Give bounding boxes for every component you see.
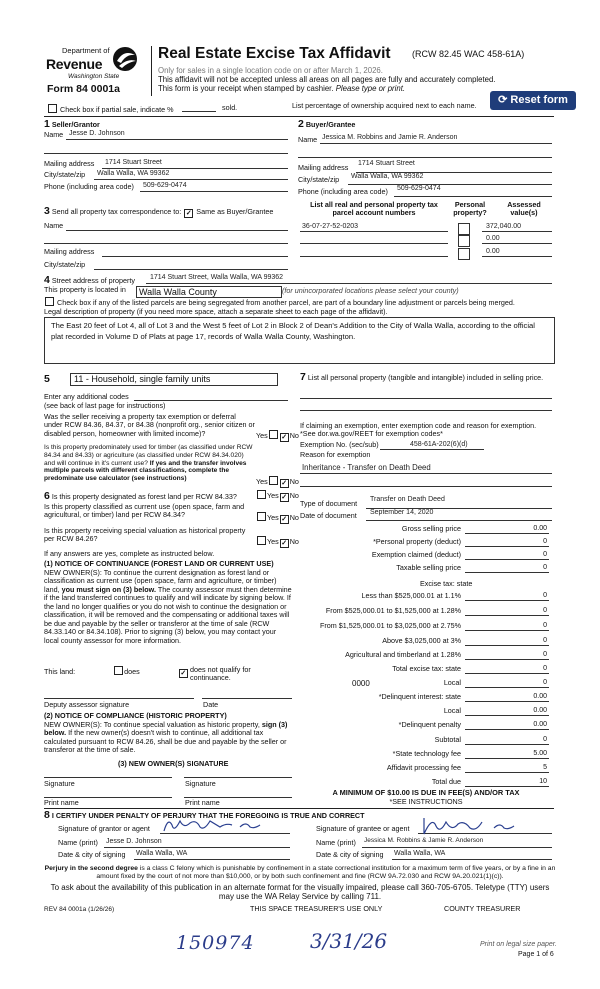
seller-name-field[interactable] bbox=[66, 139, 288, 140]
pct-ownership-note: List percentage of ownership acquired next to each name. bbox=[292, 101, 477, 110]
sec5-q2b: If yes and the transfer involves multiple parcels with different classifications, complete the predominate use calculator (see instructions) bbox=[44, 459, 247, 483]
owner-print-label-2: Print name bbox=[185, 798, 220, 807]
perjury-notice bbox=[36, 865, 564, 881]
notice-compliance-head: (2) NOTICE OF COMPLIANCE (HISTORIC PROPERTY) bbox=[44, 711, 227, 720]
calc-local-value: 0 bbox=[543, 678, 547, 686]
calc-tech-fee bbox=[300, 748, 553, 760]
street-address-label: 4 Street address of property bbox=[44, 274, 135, 286]
personal-property-checkbox-2[interactable] bbox=[458, 235, 470, 247]
county-treasurer: COUNTY TREASURER bbox=[444, 904, 521, 913]
logo-swirl-icon bbox=[110, 45, 140, 73]
sec6-q3: Is this property receiving special valuation as historical property per RCW 84.26? bbox=[44, 526, 246, 544]
addl-codes-label: Enter any additional codes bbox=[44, 392, 129, 401]
grantee-signature-scribble bbox=[418, 814, 548, 838]
reset-icon: ⟳ bbox=[498, 94, 508, 106]
calc-penalty-field[interactable] bbox=[465, 729, 549, 730]
legal-desc-label: Legal description of property (if you need more space, attach a separate sheet to each page of the affidavit). bbox=[44, 307, 388, 316]
header-subtitle-1: Only for sales in a single location code on or after March 1, 2026. bbox=[158, 66, 383, 75]
grantee-name-label: Name (print) bbox=[316, 838, 356, 847]
calc-tier-3-value: 0 bbox=[543, 621, 547, 629]
calc-tier-2-label: From $525,000.01 to $1,525,000 at 1.28% bbox=[325, 606, 461, 615]
sec3-same-label: Same as Buyer/Grantee bbox=[196, 207, 274, 216]
sec6-q1-answers bbox=[256, 490, 299, 502]
calc-delinquent-local-label: Local bbox=[443, 706, 461, 715]
n1-c: The county assessor must then determine if the land transferred continues to qualify and will indicate by signing below. If the land no longer qualifies or you do not wish to continue the designation or classification, it will be removed and the compensating or additional taxes will be due and payable by the seller or transferor at the time of sale (RCW 84.33.140 or 84.34.108). Prior to signing (3) below, you may contact your local county assessor for more information. bbox=[44, 584, 292, 645]
certify-heading: 8 I CERTIFY UNDER PENALTY OF PERJURY THAT THE FOREGOING IS TRUE AND CORRECT bbox=[44, 809, 365, 821]
seller-name-line2[interactable] bbox=[44, 153, 288, 154]
sec6-q3-answers bbox=[256, 536, 299, 548]
legal-size-note: Print on legal size paper. bbox=[480, 941, 557, 948]
grantee-date-label: Date & city of signing bbox=[316, 850, 384, 859]
calc-tech-fee-label: *State technology fee bbox=[392, 749, 461, 758]
assessed-value-2: 0.00 bbox=[486, 235, 500, 242]
buyer-name-line2[interactable] bbox=[298, 157, 552, 158]
grantor-sig-label: Signature of grantor or agent bbox=[58, 824, 150, 833]
legal-description-box[interactable] bbox=[44, 317, 555, 364]
calc-delinquent-local-value: 0.00 bbox=[533, 706, 547, 714]
calc-tier-5-field[interactable] bbox=[465, 659, 549, 660]
sec6-q1: 6 Is this property designated as forest land per RCW 84.33? bbox=[44, 490, 237, 502]
sec5-q2a: Is this property predominately used for timber (as classified under RCW 84.34 and 84.33) or agriculture (as classified under RCW 84.34.020) and will continue in it's current use? bbox=[44, 444, 253, 467]
calc-tier-2-value: 0 bbox=[543, 606, 547, 614]
reason-label: Reason for exemption bbox=[300, 450, 371, 459]
buyer-name-value: Jessica M. Robbins and Jamie R. Anderson bbox=[322, 134, 458, 141]
notice-continuance-text bbox=[44, 569, 292, 645]
calc-tier-1-value: 0 bbox=[543, 591, 547, 599]
buyer-name-field[interactable] bbox=[320, 143, 552, 144]
n1-b: you must sign on (3) below. bbox=[61, 584, 156, 594]
sec6-q3-no: No bbox=[289, 537, 299, 546]
sec6-q1-no: No bbox=[289, 491, 299, 500]
calc-total-state-field[interactable] bbox=[465, 673, 549, 674]
deputy-date-label: Date bbox=[203, 700, 219, 709]
sec5-q1-yes-checkbox[interactable] bbox=[269, 430, 278, 439]
county-note: (for unincorporated locations please select your county) bbox=[282, 286, 459, 295]
grantee-name-field[interactable] bbox=[362, 847, 552, 848]
doc-date-label: Date of document bbox=[300, 511, 357, 520]
assessed-value-3: 0.00 bbox=[486, 248, 500, 255]
logo-dept: Department of bbox=[62, 46, 110, 55]
personal-property-checkbox-3[interactable] bbox=[458, 248, 470, 260]
form-rcw: (RCW 82.45 WAC 458-61A) bbox=[412, 49, 525, 59]
grantee-date-value: Walla Walla, WA bbox=[394, 850, 446, 857]
header-subtitle-3 bbox=[158, 84, 405, 93]
seller-mail-label: Mailing address bbox=[44, 159, 95, 168]
local-code: 0000 bbox=[352, 679, 370, 688]
calc-exemption-value: 0 bbox=[543, 550, 547, 558]
form-number: Form 84 0001a bbox=[47, 83, 120, 95]
calc-taxable-label: Taxable selling price bbox=[396, 563, 461, 572]
parcel-row-2[interactable] bbox=[300, 243, 448, 244]
sec6-q3-no-checkbox[interactable] bbox=[280, 539, 289, 548]
calc-tier-2-field[interactable] bbox=[465, 615, 549, 616]
calc-exemption-field[interactable] bbox=[465, 559, 549, 560]
owner-sig-label-2: Signature bbox=[185, 779, 216, 788]
does-label: does bbox=[124, 667, 140, 676]
assessed-value-1: 372,040.00 bbox=[486, 223, 522, 230]
calc-local-field[interactable] bbox=[465, 687, 549, 688]
partial-sold: sold. bbox=[222, 103, 238, 112]
sec6-q2-answers bbox=[256, 512, 299, 524]
header-subtitle-3b: Please type or print. bbox=[335, 84, 406, 93]
calc-taxable-value: 0 bbox=[543, 563, 547, 571]
calc-taxable-field[interactable] bbox=[465, 572, 549, 573]
grantor-date-field[interactable] bbox=[134, 859, 290, 860]
grantor-signature-scribble bbox=[160, 815, 280, 837]
handwritten-number: 150974 bbox=[176, 932, 255, 954]
calc-tech-fee-value: 5.00 bbox=[533, 749, 547, 757]
personal-col-header: Personal property? bbox=[453, 200, 487, 218]
calc-total-due-label: Total due bbox=[431, 777, 461, 786]
seller-phone-label: Phone (including area code) bbox=[44, 182, 134, 191]
calc-personal-value: 0 bbox=[543, 537, 547, 545]
buyer-phone-label: Phone (including area code) bbox=[298, 187, 388, 196]
calc-total-due-field[interactable] bbox=[465, 786, 549, 787]
sec5-q2 bbox=[44, 444, 256, 483]
this-land-row bbox=[44, 666, 189, 678]
buyer-city-label: City/state/zip bbox=[298, 175, 340, 184]
handwritten-date: 3/31/26 bbox=[310, 929, 388, 953]
exemption-instructions: If claiming an exemption, enter exemption code and reason for exemption. *See dor.wa.gov/REET for exemption codes* bbox=[300, 421, 537, 439]
calc-local-label: Local bbox=[443, 678, 461, 687]
personal-property-checkbox-1[interactable] bbox=[458, 223, 470, 235]
street-label-text: Street address of property bbox=[51, 276, 135, 285]
owner-sig-label-1: Signature bbox=[44, 779, 75, 788]
logo-state: Washington State bbox=[68, 73, 120, 80]
notice-continuance-head: (1) NOTICE OF CONTINUANCE (FOREST LAND OR CURRENT USE) bbox=[44, 559, 274, 568]
calc-tier-5-value: 0 bbox=[543, 650, 547, 658]
calc-processing-fee-label: Affidavit processing fee bbox=[386, 763, 461, 772]
treasurer-use: THIS SPACE TREASURER'S USE ONLY bbox=[250, 904, 383, 913]
deputy-date-field[interactable] bbox=[202, 698, 292, 699]
parcel-col-header: List all real and personal property tax parcel account numbers bbox=[310, 200, 438, 218]
reason-field-2[interactable] bbox=[300, 486, 552, 487]
calc-gross-value: 0.00 bbox=[533, 524, 547, 532]
calc-total-state-value: 0 bbox=[543, 664, 547, 672]
header-subtitle-3a: This form is your receipt when stamped by cashier. bbox=[158, 84, 334, 93]
calc-processing-fee bbox=[300, 762, 553, 774]
calc-processing-fee-field[interactable] bbox=[465, 772, 549, 773]
reset-form-button[interactable] bbox=[490, 91, 576, 110]
perjury-text: is a class C felony which is punishable by confinement in a state correctional institution for a maximum term of five years, or by a fine in an amount fixed by the court of not more than $10,000, or by both such confinement and fine (RCW 9A.72.030 and RCW 9A.20.021(1)(c)). bbox=[96, 865, 556, 881]
personal-property-list-2[interactable] bbox=[300, 410, 552, 411]
sec6-if-yes: If any answers are yes, complete as instructed below. bbox=[44, 549, 215, 558]
header-divider bbox=[151, 46, 152, 96]
calc-tech-fee-field[interactable] bbox=[465, 758, 549, 759]
calc-tier-4 bbox=[300, 635, 553, 647]
owner-print-label-1: Print name bbox=[44, 798, 79, 807]
calc-tier-5 bbox=[300, 649, 553, 661]
calc-subtotal-value: 0 bbox=[543, 735, 547, 743]
calc-exemption bbox=[300, 549, 553, 561]
sec5-q1-no-checkbox[interactable] bbox=[280, 433, 289, 442]
minimum-note: A MINIMUM OF $10.00 IS DUE IN FEE(S) AND/OR TAX bbox=[332, 788, 520, 797]
calc-tier-3-label: From $1,525,000.01 to $3,025,000 at 2.75% bbox=[319, 621, 461, 630]
sec6-q3-yes: Yes bbox=[267, 537, 279, 546]
owner-sig-field-2[interactable] bbox=[184, 777, 292, 778]
buyer-mail-label: Mailing address bbox=[298, 163, 349, 172]
parcel-number-1: 36-07-27-52-0203 bbox=[302, 223, 359, 230]
calc-total-state-label: Total excise tax: state bbox=[392, 664, 461, 673]
doc-date-value: September 14, 2020 bbox=[370, 509, 434, 516]
same-as-buyer-checkbox[interactable] bbox=[184, 209, 193, 218]
buyer-heading: 2 Buyer/Grantee bbox=[298, 118, 356, 130]
does-qualify-checkbox[interactable] bbox=[114, 666, 123, 675]
doc-date-field[interactable] bbox=[366, 520, 552, 521]
calc-tier-1-label: Less than $525,000.01 at 1.1% bbox=[361, 591, 461, 600]
sec6-q1-yes: Yes bbox=[267, 491, 279, 500]
n2-b: sign (3) below. bbox=[44, 720, 288, 738]
partial-pct-field[interactable] bbox=[182, 111, 216, 112]
n1-a: NEW OWNER(S): To continue the current designation as forest land or classification as current use (open space, farm and agriculture, or timber) land, bbox=[44, 568, 277, 594]
segregate-checkbox[interactable] bbox=[45, 297, 54, 306]
personal-property-list-1[interactable] bbox=[300, 398, 552, 399]
segregate-label: Check box if any of the listed parcels are being segregated from another parcel, are part of a boundary line adjustment or parcels being merged. bbox=[57, 298, 515, 307]
sec5-q1: Was the seller receiving a property tax exemption or deferral under RCW 84.36, 84.37, or 84.38 (nonprofit org., senior citizen or disabled person, homeowner with limited income)? bbox=[44, 412, 255, 438]
sec7-text: List all personal property (tangible and intangible) included in selling price. bbox=[307, 373, 544, 382]
parcel-row-3[interactable] bbox=[300, 256, 448, 257]
seller-phone-value: 509-629-0474 bbox=[143, 182, 187, 189]
calc-tier-5-label: Agricultural and timberland at 1.28% bbox=[345, 650, 461, 659]
sec5-q2-no-checkbox[interactable] bbox=[280, 479, 289, 488]
sec3-mail-field[interactable] bbox=[102, 256, 288, 257]
calc-delinquent-state bbox=[300, 691, 553, 703]
sec6-q1-no-checkbox[interactable] bbox=[280, 493, 289, 502]
see-instructions: *SEE INSTRUCTIONS bbox=[389, 797, 463, 806]
reason-field[interactable] bbox=[300, 473, 552, 474]
seller-mail-field[interactable] bbox=[102, 168, 288, 169]
street-address-field[interactable] bbox=[146, 283, 552, 284]
sec6-q2: Is this property classified as current use (open space, farm and agricultural, or timber) land per RCW 84.34? bbox=[44, 502, 245, 520]
reason-value: Inheritance - Transfer on Death Deed bbox=[302, 463, 431, 472]
see-back-label: (see back of last page for instructions) bbox=[44, 401, 166, 410]
seller-phone-field[interactable] bbox=[140, 191, 288, 192]
seller-heading-label: Seller/Grantor bbox=[51, 120, 100, 129]
sec3-name-label: Name bbox=[44, 221, 64, 230]
seller-name-value: Jesse D. Johnson bbox=[69, 130, 125, 137]
partial-sale-checkbox[interactable] bbox=[48, 104, 57, 113]
sec6-q1-text: Is this property designated as forest land per RCW 84.33? bbox=[51, 492, 237, 501]
does-not-label: does not qualify for continuance. bbox=[190, 665, 251, 683]
sec7-heading: 7 List all personal property (tangible and intangible) included in selling price. bbox=[300, 371, 544, 383]
rule-top bbox=[44, 116, 554, 117]
deputy-signature-field[interactable] bbox=[44, 698, 194, 699]
calc-taxable bbox=[300, 562, 553, 574]
calc-tier-2 bbox=[300, 605, 553, 617]
grantor-name-value: Jesse D. Johnson bbox=[106, 838, 162, 845]
calc-tier-4-value: 0 bbox=[543, 636, 547, 644]
sec5-number: 5 bbox=[44, 373, 50, 385]
reset-label: Reset form bbox=[510, 94, 568, 106]
sec5-q1-yes: Yes bbox=[256, 431, 268, 440]
calc-delinquent-state-field[interactable] bbox=[465, 701, 549, 702]
this-land-label: This land: bbox=[44, 667, 76, 676]
page-number: Page 1 of 6 bbox=[518, 951, 554, 958]
calc-penalty-value: 0.00 bbox=[533, 720, 547, 728]
calc-gross-field[interactable] bbox=[465, 533, 549, 534]
sec5-q2-no: No bbox=[289, 477, 299, 486]
seller-city-label: City/state/zip bbox=[44, 170, 86, 179]
buyer-phone-field[interactable] bbox=[394, 196, 552, 197]
rev-number: REV 84 0001a (1/26/26) bbox=[44, 906, 115, 913]
county-select[interactable]: Walla Walla County bbox=[136, 286, 282, 298]
sec6-q3-yes-checkbox[interactable] bbox=[257, 536, 266, 545]
calc-total-state bbox=[300, 663, 553, 675]
notice-compliance-text bbox=[44, 721, 292, 755]
exemption-no-label: Exemption No. (sec/sub) bbox=[300, 440, 379, 449]
sec3-name-line2[interactable] bbox=[44, 243, 288, 244]
grantee-date-field[interactable] bbox=[392, 859, 552, 860]
sec5-q1-answers bbox=[256, 430, 299, 442]
calc-tier-4-label: Above $3,025,000 at 3% bbox=[382, 636, 461, 645]
grantor-name-field[interactable] bbox=[104, 847, 290, 848]
calc-gross-label: Gross selling price bbox=[401, 524, 461, 533]
sec3-heading: 3 Send all property tax correspondence to: ✓ Same as Buyer/Grantee bbox=[44, 205, 273, 218]
sec3-text: Send all property tax correspondence to: bbox=[51, 207, 182, 216]
perjury-bold: Perjury in the second degree bbox=[44, 865, 138, 872]
seller-city-field[interactable] bbox=[94, 179, 288, 180]
buyer-city-value: Walla Walla, WA 99362 bbox=[351, 173, 424, 180]
n2-c: If the new owner(s) doesn't wish to continue, all additional tax calculated pursuant to RCW 84.26, shall be due and payable by the seller or transferor at the time of sale. bbox=[44, 728, 287, 755]
sec6-q1-yes-checkbox[interactable] bbox=[257, 490, 266, 499]
certify-text: I CERTIFY UNDER PENALTY OF PERJURY THAT THE FOREGOING IS TRUE AND CORRECT bbox=[51, 811, 365, 820]
excise-state-label: Excise tax: state bbox=[420, 579, 473, 588]
doc-type-label: Type of document bbox=[300, 499, 358, 508]
calc-total-due bbox=[300, 776, 553, 788]
calc-delinquent-state-label: *Delinquent interest: state bbox=[378, 692, 461, 701]
seller-mail-value: 1714 Stuart Street bbox=[105, 159, 162, 166]
sec5-q2-yes-checkbox[interactable] bbox=[269, 476, 278, 485]
grantee-sig-label: Signature of grantee or agent bbox=[316, 824, 410, 833]
sec3-mail-label: Mailing address bbox=[44, 247, 95, 256]
sec3-city-label: City/state/zip bbox=[44, 260, 86, 269]
sec5-q2-yes: Yes bbox=[256, 477, 268, 486]
located-in-label: This property is located in bbox=[44, 285, 126, 294]
calc-local bbox=[300, 677, 553, 689]
legal-description-text: The East 20 feet of Lot 4, all of Lot 3 and the West 5 feet of Lot 2 in Block 2 of Dean's Addition to the City of Walla Walla, according to the official plat recorded in Volume D of Plats at page 17, records of Walla Walla County, Washington. bbox=[51, 321, 535, 341]
calc-subtotal bbox=[300, 734, 553, 746]
calc-tier-4-field[interactable] bbox=[465, 645, 549, 646]
grantor-date-value: Walla Walla, WA bbox=[136, 850, 188, 857]
buyer-mail-value: 1714 Stuart Street bbox=[358, 160, 415, 167]
land-use-code-select[interactable]: 11 - Household, single family units bbox=[70, 373, 278, 386]
calc-subtotal-field[interactable] bbox=[465, 744, 549, 745]
calc-penalty bbox=[300, 719, 553, 731]
street-address-value: 1714 Stuart Street, Walla Walla, WA 99362 bbox=[150, 274, 284, 281]
new-owner-sig-head: (3) NEW OWNER(S) SIGNATURE bbox=[118, 759, 229, 768]
does-not-qualify-checkbox[interactable] bbox=[179, 669, 188, 678]
calc-penalty-label: *Delinquent penalty bbox=[398, 720, 461, 729]
doc-type-value: Transfer on Death Deed bbox=[370, 496, 445, 503]
sec6-q2-yes-checkbox[interactable] bbox=[257, 512, 266, 521]
header-subtitle-2: This affidavit will not be accepted unless all areas on all pages are fully and accurately completed. bbox=[158, 75, 496, 84]
calc-delinquent-local-field[interactable] bbox=[465, 715, 549, 716]
grantee-name-value: Jessica M. Robbins & Jamie R. Anderson bbox=[364, 837, 484, 844]
calc-exemption-label: Exemption claimed (deduct) bbox=[371, 550, 461, 559]
exemption-no-value: 458-61A-202(6)(d) bbox=[410, 441, 468, 448]
calc-tier-1-field[interactable] bbox=[465, 600, 549, 601]
sec6-q2-no-checkbox[interactable] bbox=[280, 515, 289, 524]
calc-personal-label: *Personal property (deduct) bbox=[373, 537, 461, 546]
buyer-city-field[interactable] bbox=[348, 184, 552, 185]
grantor-name-label: Name (print) bbox=[58, 838, 98, 847]
sec5-q2-answers bbox=[256, 476, 299, 488]
calc-total-due-value: 10 bbox=[539, 777, 547, 785]
calc-personal-field[interactable] bbox=[465, 546, 549, 547]
owner-sig-field-1[interactable] bbox=[44, 777, 172, 778]
logo-revenue: Revenue bbox=[46, 56, 103, 72]
calc-subtotal-label: Subtotal bbox=[434, 735, 461, 744]
partial-sale bbox=[47, 104, 173, 114]
deputy-signature-label: Deputy assessor signature bbox=[44, 700, 130, 709]
calc-delinquent-state-value: 0.00 bbox=[533, 692, 547, 700]
calc-processing-fee-value: 5 bbox=[543, 763, 547, 771]
seller-heading: 1 Seller/Grantor bbox=[44, 118, 100, 130]
assessed-col-header: Assessed value(s) bbox=[507, 200, 541, 218]
alt-format-notice: To ask about the availability of this publication in an alternate format for the visually impaired, please call 360-705-6705. Teletype (TTY) users may use the WA Relay Service by calling 711. bbox=[50, 883, 550, 902]
seller-city-value: Walla Walla, WA 99362 bbox=[97, 170, 170, 177]
buyer-phone-value: 509-629-0474 bbox=[397, 185, 441, 192]
n2-a: NEW OWNER(S): To continue special valuation as historic property, bbox=[44, 720, 260, 729]
calc-personal bbox=[300, 536, 553, 548]
calc-tier-3-field[interactable] bbox=[465, 630, 549, 631]
seller-name-label: Name bbox=[44, 130, 64, 139]
grantor-date-label: Date & city of signing bbox=[58, 850, 126, 859]
segregate-row bbox=[44, 297, 515, 307]
buyer-heading-label: Buyer/Grantee bbox=[305, 120, 356, 129]
calc-gross bbox=[300, 523, 553, 535]
sec6-q2-no: No bbox=[289, 513, 299, 522]
sec3-name-field[interactable] bbox=[66, 230, 288, 231]
partial-sale-label: Check box if partial sale, indicate % bbox=[60, 105, 174, 114]
sec3-city-field[interactable] bbox=[94, 269, 288, 270]
calc-tier-3 bbox=[300, 620, 553, 632]
calc-delinquent-local bbox=[300, 705, 553, 717]
sec6-q2-yes: Yes bbox=[267, 513, 279, 522]
buyer-name-label: Name bbox=[298, 135, 318, 144]
sec5-q1-no: No bbox=[289, 431, 299, 440]
calc-tier-1 bbox=[300, 590, 553, 602]
form-title: Real Estate Excise Tax Affidavit bbox=[158, 45, 391, 62]
